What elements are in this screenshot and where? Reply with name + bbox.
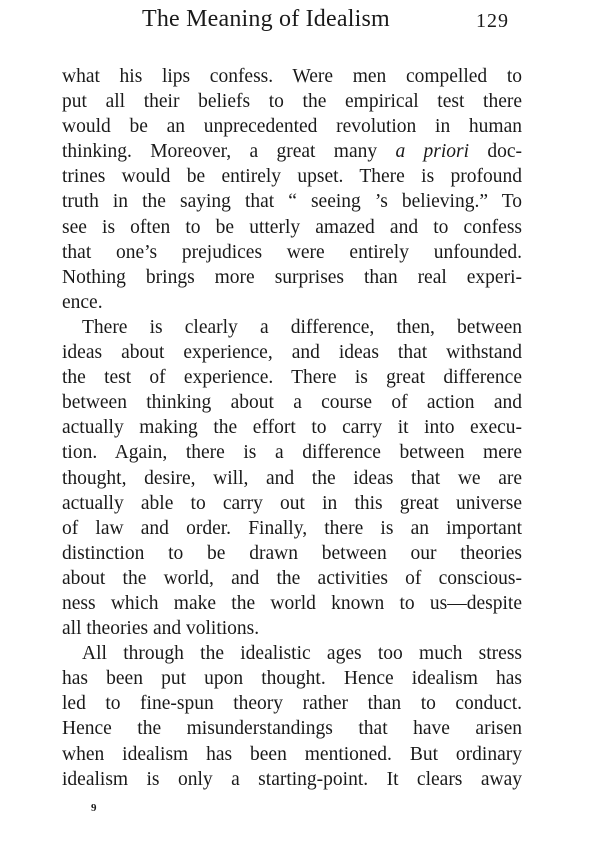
page-body [62, 64, 522, 792]
text-line: ideas about experience, and ideas that withstand [62, 342, 522, 364]
text-line: has been put upon thought. Hence idealism has [62, 668, 522, 690]
italic-phrase: a priori [395, 141, 470, 163]
text-line: tion. Again, there is a difference between mere [62, 442, 522, 464]
paragraph [62, 64, 522, 315]
page-number: 129 [476, 10, 509, 32]
text-line: thinking. Moreover, a great many a priori doc- [62, 141, 523, 163]
text-line: that one’s prejudices were entirely unfounded. [62, 241, 522, 263]
paragraph [62, 315, 522, 641]
text-line: of law and order. Finally, there is an important [62, 517, 522, 539]
text-line: Nothing brings more surprises than real experi- [62, 266, 522, 288]
text-line: There is clearly a difference, then, between [82, 316, 522, 338]
running-title: The Meaning of Idealism [142, 6, 390, 32]
text-line: put all their beliefs to the empirical test there [62, 91, 522, 113]
text-line: what his lips confess. Were men compelled to [62, 66, 522, 87]
text-line: led to fine-spun theory rather than to conduct. [62, 693, 522, 715]
text-line: All through the idealistic ages too much stress [82, 643, 522, 665]
text-line: actually able to carry out in this great universe [62, 492, 522, 514]
running-header [0, 6, 600, 40]
text-line: actually making the effort to carry it into execu- [62, 417, 522, 439]
text-line: see is often to be utterly amazed and to confess [62, 216, 522, 238]
text-line: ness which make the world known to us—despite [62, 592, 522, 614]
paragraph [62, 641, 522, 792]
text-line: truth in the saying that “ seeing ’s believing.” To [62, 191, 522, 213]
text-line: between thinking about a course of action and [62, 392, 522, 414]
text-line: about the world, and the activities of conscious- [62, 567, 522, 589]
text-line: Hence the misunderstandings that have arisen [62, 718, 522, 740]
signature-mark: 9 [91, 802, 97, 814]
text-line: trines would be entirely upset. There is profound [62, 166, 522, 188]
text-line: when idealism has been mentioned. But ordinary [62, 743, 522, 765]
text-line: the test of experience. There is great difference [62, 367, 522, 389]
text-line: distinction to be drawn between our theories [62, 542, 522, 564]
text-line: idealism is only a starting-point. It clears away [62, 768, 522, 790]
text-line: ence. [62, 291, 103, 313]
text-line: would be an unprecedented revolution in human [62, 116, 522, 138]
text-line: all theories and volitions. [62, 618, 260, 640]
text-line: thought, desire, will, and the ideas that we are [62, 467, 522, 489]
